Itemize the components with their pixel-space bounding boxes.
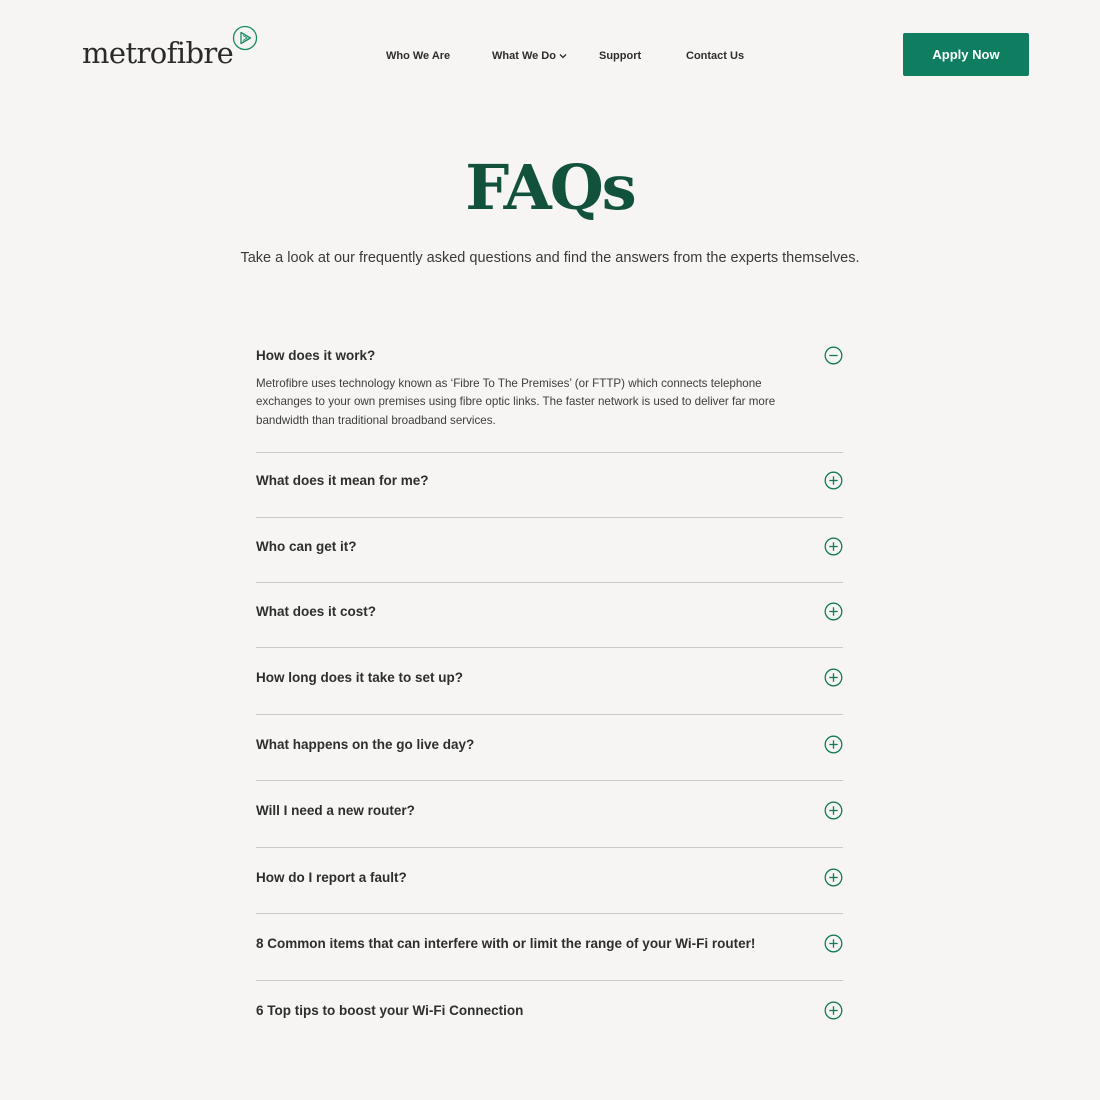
faq-item [256,648,843,715]
nav-what-we-do[interactable] [492,50,567,62]
nav-label: What We Do [492,50,556,62]
page-subtitle: Take a look at our frequently asked questions and find the answers from the experts themselves. [240,250,860,266]
plus-circle-icon[interactable] [824,471,843,490]
nav-label: Who We Are [386,50,451,62]
faq-question: Who can get it? [256,539,357,554]
plus-circle-icon[interactable] [824,668,843,687]
minus-circle-icon[interactable] [824,346,843,365]
faq-question: How do I report a fault? [256,870,407,885]
chevron-down-icon [559,52,567,60]
faq-item [256,518,843,583]
nav-contact-us[interactable] [686,50,744,62]
faq-question-row[interactable] [256,602,843,621]
faq-question: How long does it take to set up? [256,670,464,685]
faq-list [256,320,843,1047]
logo-text: metrofibre [82,36,234,70]
page-title: FAQs [465,151,635,224]
faq-question-row[interactable] [256,868,843,887]
faq-item [256,914,843,981]
faq-item [256,715,843,781]
faq-question-row[interactable] [256,537,843,556]
faq-item [256,781,843,848]
faq-question: How does it work? [256,348,376,363]
nav-who-we-are[interactable] [386,50,450,62]
faq-question: What does it mean for me? [256,473,429,488]
plus-circle-icon[interactable] [824,868,843,887]
faq-question-row[interactable] [256,735,843,754]
faq-question: What happens on the go live day? [256,737,475,752]
faq-item [256,583,843,648]
faq-question-row[interactable] [256,346,843,365]
faq-question: 8 Common items that can interfere with or limit the range of your Wi-Fi router! [256,936,756,951]
plus-circle-icon[interactable] [824,934,843,953]
faq-item [256,981,843,1047]
faq-question-row[interactable] [256,934,843,953]
faq-question: Will I need a new router? [256,803,415,818]
apply-now-button[interactable]: Apply Now [903,33,1029,76]
faq-question-row[interactable] [256,471,843,490]
faq-item [256,320,843,453]
plus-circle-icon[interactable] [824,1001,843,1020]
faq-question: 6 Top tips to boost your Wi-Fi Connection [256,1003,524,1018]
faq-question-row[interactable] [256,801,843,820]
nav-label: Support [599,50,642,62]
faq-question: What does it cost? [256,604,377,619]
faq-answer: Metrofibre uses technology known as ‘Fibre To The Premises’ (or FTTP) which connects telephone exchanges to your own premises using fibre optic links. The faster network is used to deliver far more bandwidth than traditional broadband services. [256,377,776,427]
faq-question-row[interactable] [256,1001,843,1020]
faq-item [256,848,843,914]
plus-circle-icon[interactable] [824,537,843,556]
plus-circle-icon[interactable] [824,602,843,621]
nav-support[interactable] [599,50,641,62]
play-circle-icon [232,25,258,51]
plus-circle-icon[interactable] [824,735,843,754]
nav-label: Contact Us [686,50,745,62]
plus-circle-icon[interactable] [824,801,843,820]
faq-item [256,453,843,518]
faq-question-row[interactable] [256,668,843,687]
